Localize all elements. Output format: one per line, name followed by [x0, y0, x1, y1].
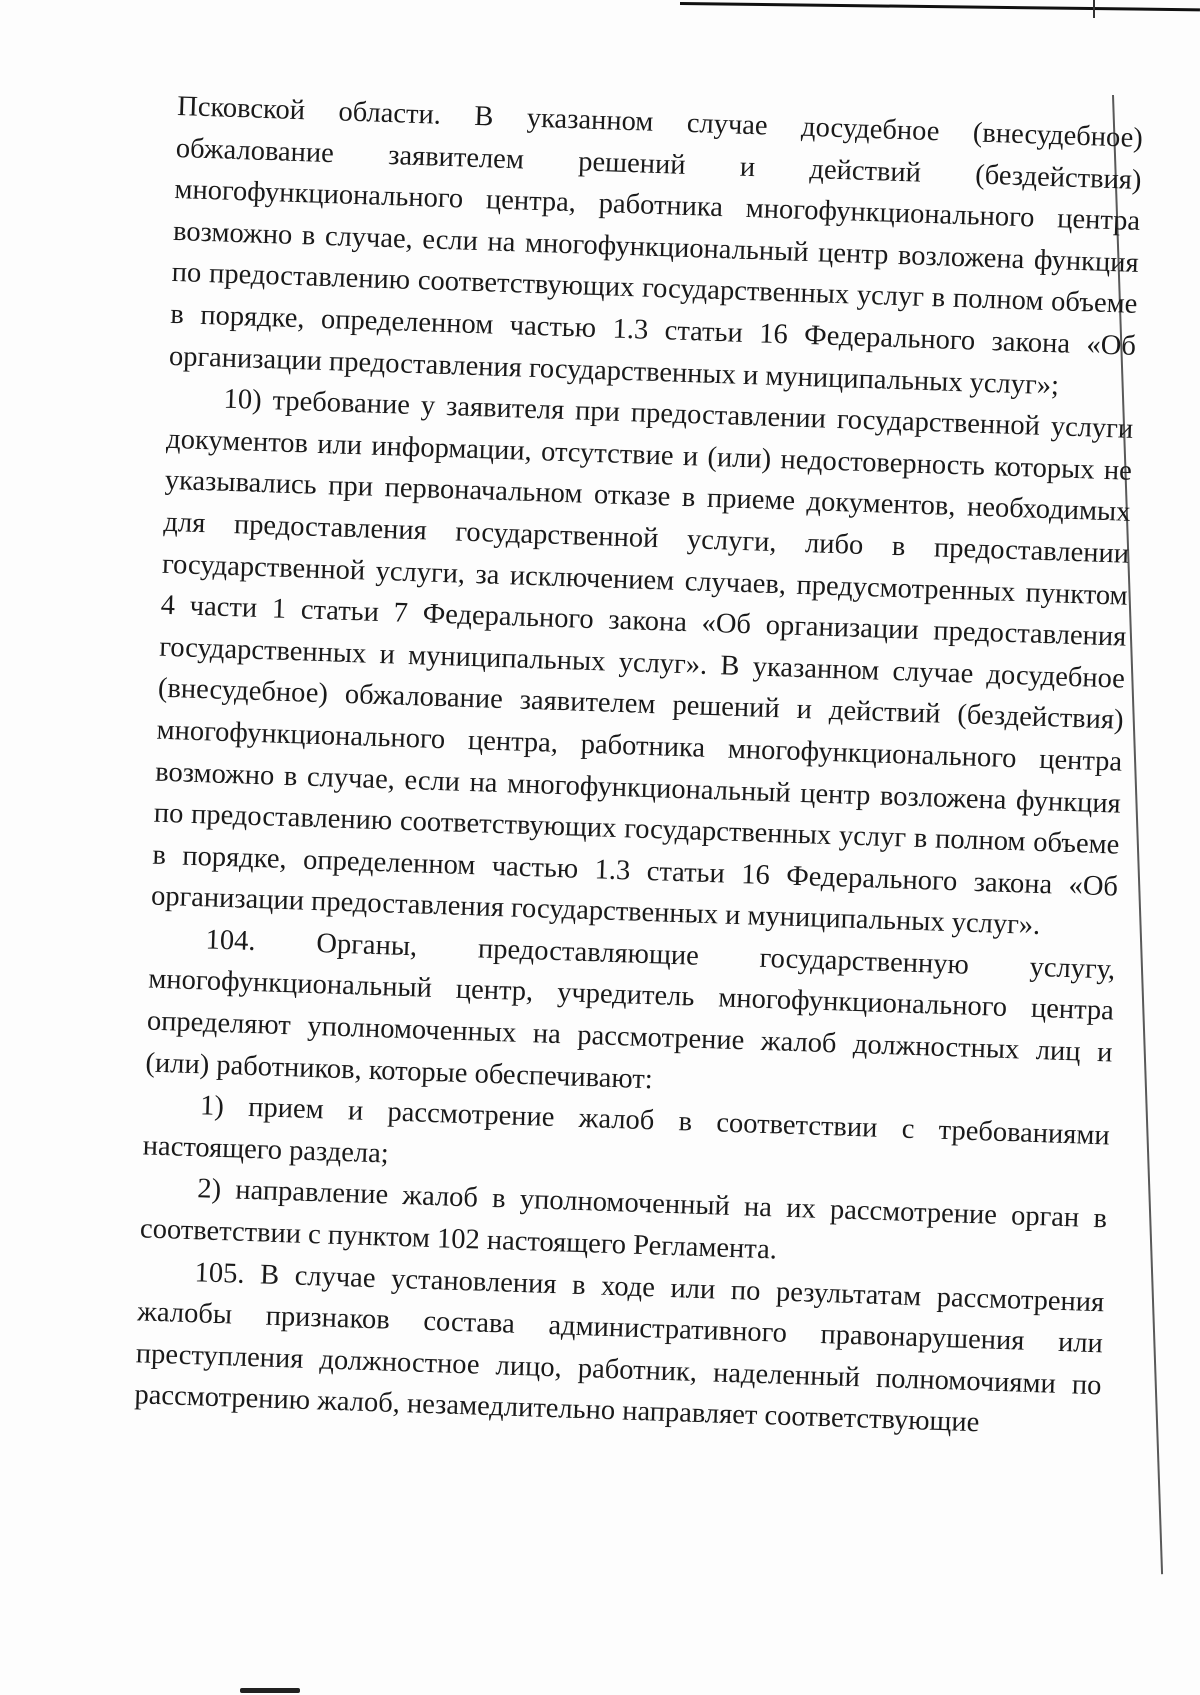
bottom-edge-fragment — [240, 1688, 300, 1693]
document-body — [134, 86, 1144, 1448]
paragraph-item-10: 10) требование у заявителя при предоставлении государственной услуги документов или информации, отсутствие и (или) недостоверность которых не указывались при первоначальном отказе в приеме документов, необходимых для предоставления государственной услуги, либо в предоставлении государственной услуги, за исключением случаев, предусмотренных пунктом 4 части 1 статьи 7 Федерального закона «Об организации предоставления государственных и муниципальных услуг». В указанном случае досудебное (внесудебное) обжалование заявителем решений и действий (бездействия) многофункционального центра, работника многофункционального центра возможно в случае, если на многофункциональный центр возложена функция по предоставлению соответствующих государственных услуг в полном объеме в порядке, определенном частью 1.3 статьи 16 Федерального закона «Об организации предоставления государственных и муниципальных услуг». — [150, 383, 1134, 942]
top-edge-tick — [1093, 0, 1095, 18]
top-edge-line — [680, 2, 1200, 11]
paragraph-104: 104. Органы, предоставляющие государственную услугу, многофункциональный центр, учредитель многофункционального центра определяют уполномоченных на рассмотрение жалоб должностных лиц и (или) работников, которые обеспечивают: — [145, 924, 1116, 1095]
paragraph-105: 105. В случае установления в ходе или по результатам рассмотрения жалобы признаков состава административного правонарушения или преступления должностное лицо, работник, наделенный полномочиями по рассмотрению жалоб, незамедлительно направляет соответствующие — [134, 1256, 1105, 1439]
paragraph-104-item-2: 2) направление жалоб в уполномоченный на их рассмотрение орган в соответствии с пунктом 102 настоящего Регламента. — [139, 1173, 1108, 1266]
paragraph-104-item-1: 1) прием и рассмотрение жалоб в соответствии с требованиями настоящего раздела; — [142, 1090, 1111, 1170]
paragraph-continuation: Псковской области. В указанном случае досудебное (внесудебное) обжалование заявителем решений и действий (бездействия) многофункционального центра, работника многофункционального центра возможно в случае, если на многофункциональный центр возложена функция по предоставлению соответствующих государственных услуг в полном объеме в порядке, определенном частью 1.3 статьи 16 Федерального закона «Об организации предоставления государственных и муниципальных услуг»; — [168, 90, 1144, 401]
